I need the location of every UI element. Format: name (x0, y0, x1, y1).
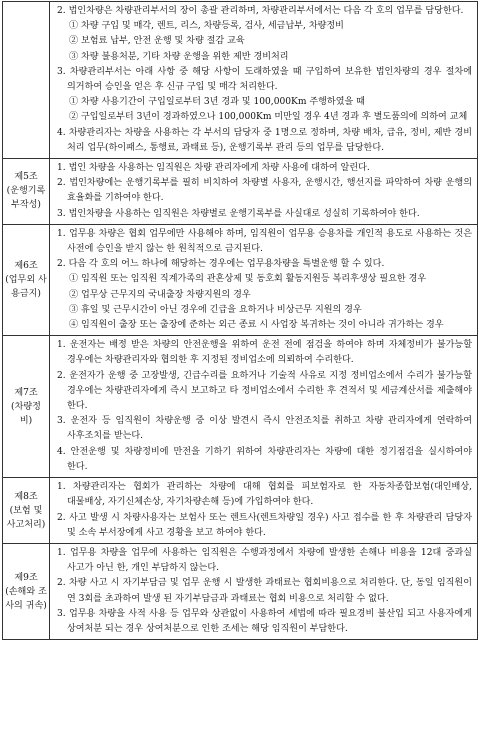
article-row (3, 2, 478, 159)
article-number: 제5조 (14, 172, 38, 183)
clause-item: 2. 차량 사고 시 자기부담금 및 업무 운행 시 발생한 과태료는 협회비용으로 처리한다. 단, 동일 임직원이 연 3회를 초과하여 발생 된 자기부담금과 과태료는 협회 비용으로 처리할 수 없다. (57, 578, 472, 604)
article-title: (운행기록부작성) (6, 186, 46, 211)
article-number: 제8조 (14, 491, 38, 502)
sub-clause: ① 임직원 또는 임직원 직계가족의 관혼상제 및 동호회 활동지원등 복리후생상 필요한 경우 (69, 274, 427, 285)
clause-item: 1. 법인 차량을 사용하는 임직원은 차량 관리자에게 차량 사용에 대하여 알린다. (57, 163, 370, 174)
article-row (3, 159, 478, 225)
clause-item: 2. 운전자가 운행 중 고장발생, 긴급수리를 요하거나 기술적 사유로 지정 정비업소에서 수리가 불가능할 경우에는 차량관리자에게 즉시 보고하고 타 정비업소에서 수리한 후 견적서 및 세금계산서를 제출해야 한다. (57, 370, 472, 412)
sub-clause: ② 구입일로부터 3년이 경과하였으나 100,000Km 미만일 경우 4년 경과 후 별도품의에 의하여 교체 (69, 112, 468, 123)
article-row (3, 478, 478, 544)
article-number: 제7조 (14, 387, 38, 398)
sub-clause: ① 차량 사용기간이 구입일로부터 3년 경과 및 100,000Km 주행하였을 때 (69, 97, 365, 108)
article-body (50, 224, 478, 335)
regulation-table-body (3, 2, 478, 640)
clause-item: 3. 운전자 등 임직원이 차량운행 중 이상 발견시 즉시 안전조치를 취하고 차량 관리자에게 연락하여 사후조치를 받는다. (57, 416, 472, 442)
article-cell (3, 159, 50, 225)
article-title: (업무외 사용금지) (5, 275, 47, 300)
clause-item: 4. 차량관리자는 차량을 사용하는 각 부서의 담당자 중 1명으로 정하며, 차량 배차, 급유, 정비, 제반 경비 처리 업무(하이패스, 통행료, 과태료 등), 운행기록부 관리 등의 업무를 담당한다. (57, 127, 472, 153)
clause-item: 2. 법인차량은 차량관리부서의 장이 총괄 관리하며, 차량관리부서에서는 다음 각 호의 업무를 담당한다. (57, 6, 464, 16)
article-number: 제9조 (14, 572, 38, 583)
article-number: 제6조 (14, 261, 38, 272)
clause-item: 2. 다음 각 호의 어느 하나에 해당하는 경우에는 업무용차량을 특별운행 할 수 있다. (57, 259, 385, 270)
clause-item: 1. 업무용 차량은 협회 업무에만 사용해야 하며, 임직원이 업무용 승용차를 개인적 용도로 사용하는 것은 사전에 승인을 받지 않는 한 원칙적으로 금지된다. (57, 228, 472, 255)
clause-item: 1. 운전자는 배정 받은 차량의 안전운행을 위하여 운전 전에 점검을 하여야 하며 자체정비가 불가능할 경우에는 차량관리자와 협의한 후 지정된 정비업소에 의뢰하여 수리한다. (57, 340, 472, 366)
clause-item: 2. 사고 발생 시 차량사용자는 보험사 또는 렌트사(렌트차량일 경우) 사고 접수를 한 후 차량관리 담당자 및 소속 부서장에게 사고 경황을 보고 하여야 한다. (57, 512, 472, 538)
sub-clause: ③ 차량 불용처분, 기타 차량 운행을 위한 제반 경비처리 (69, 51, 289, 62)
sub-clause: ① 차량 구입 및 매각, 렌트, 리스, 차량등록, 검사, 세금납부, 차량정비 (69, 21, 344, 32)
article-title: (손해와 조사의 귀속) (5, 586, 47, 611)
article-body (50, 336, 478, 478)
article-cell (3, 2, 50, 159)
sub-clause: ④ 임직원이 출장 또는 출장에 준하는 외근 종료 시 사업장 복귀하는 것이 아니라 귀가하는 경우 (69, 320, 444, 331)
clause-item: 3. 법인차량을 사용하는 임직원은 차량별로 운행기록부를 사실대로 성실히 기록하여야 한다. (57, 208, 420, 219)
article-row (3, 543, 478, 639)
article-cell (3, 224, 50, 335)
article-cell (3, 543, 50, 639)
clause-item: 1. 업무용 차량을 업무에 사용하는 임직원은 수행과정에서 차량에 발생한 손해나 비용을 12대 중과실 사고가 아닌 한, 개인 부담하지 않는다. (57, 547, 472, 574)
regulation-table (2, 1, 478, 640)
clause-item: 3. 차량관리부서는 아래 사항 중 해당 사항이 도래하였을 때 구입하여 보유한 법인차량의 경우 절차에 의거하여 승인을 얻은 후 신규 구입 및 매각 처리한다. (57, 66, 472, 93)
article-row (3, 224, 478, 335)
clause-item: 4. 안전운행 및 차량정비에 만전을 기하기 위하여 차량관리자는 차량에 대한 정기점검을 실시하여야 한다. (57, 446, 472, 472)
article-row (3, 336, 478, 478)
article-body (50, 2, 478, 159)
article-cell (3, 478, 50, 544)
sub-clause: ② 업무상 근무지의 국내출장 차량지원의 경우 (69, 289, 251, 300)
article-title: (보험 및 사고처리) (6, 505, 46, 530)
article-body (50, 543, 478, 639)
article-body (50, 478, 478, 544)
regulation-document (2, 1, 478, 640)
sub-clause: ③ 휴일 및 근무시간이 아닌 경우에 긴급을 요하거나 비상근무 지원의 경우 (69, 304, 362, 315)
clause-item: 3. 업무용 차량을 사적 사용 등 업무와 상관없이 사용하여 세법에 따라 필요경비 불산입 되고 사용자에게 상여처분 되는 경우 상여처분으로 인한 조세는 해당 임직원이 부담한다. (57, 608, 472, 634)
article-title: (차량정비) (11, 401, 41, 426)
article-body (50, 159, 478, 225)
sub-clause: ② 보험료 납부, 안전 운행 및 차량 절감 교육 (69, 36, 245, 47)
clause-item: 2. 법인차량에는 운행기록부를 필히 비치하여 차량별 사용자, 운행시간, 행선지를 파악하여 차량 운행의 효율화를 기하여야 한다. (57, 178, 472, 204)
article-cell (3, 336, 50, 478)
clause-item: 1. 차량관리자는 협회가 관리하는 차량에 대해 협회를 피보험자로 한 자동차종합보험(대인배상, 대물배상, 자기신체손상, 자기차량손해 등)에 가입하여야 한다. (57, 482, 472, 508)
